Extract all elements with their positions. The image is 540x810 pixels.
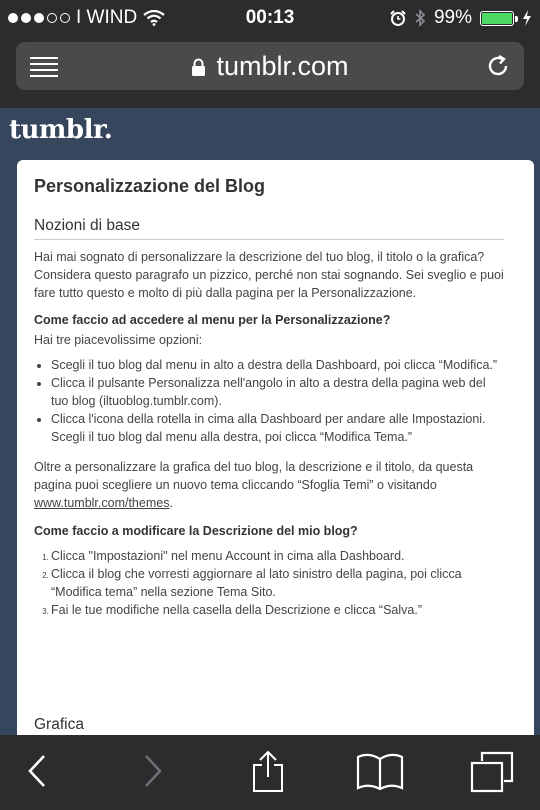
page-title: Personalizzazione del Blog [34, 176, 266, 196]
themes-paragraph: Oltre a personalizzare la grafica del tuo blog, la descrizione e il titolo, da questa pagina puoi scegliere un nuovo tema cliccando “Sfoglia Temi” o visitando www.tumblr.com/themes. [34, 460, 474, 510]
battery-fill [482, 13, 512, 24]
steps-list [34, 547, 504, 619]
url-display[interactable] [16, 51, 524, 82]
status-right [390, 7, 532, 29]
list-item: • Clicca l'icona della rotella in cima alla Dashboard per andare alle Impostazioni. Scegli il tuo blog dal menu alla destra, poi clicca “Modifica Tema.” [51, 410, 504, 446]
options-lead: Hai tre piacevolissime opzioni: [34, 333, 203, 347]
share-icon[interactable] [250, 751, 286, 793]
clock: 00:13 [245, 7, 295, 28]
intro-paragraph: Hai mai sognato di personalizzare la descrizione del tuo blog, il titolo o la grafica? Considera questo paragrafo un pizzico, perché non stai sognando. Sei sveglio e puoi fare tutto questo e molto di più dalla pagina per la Personalizzazione. [34, 250, 504, 300]
list-item: 3. Fai le tue modifiche nella casella della Descrizione e clicca “Salva.” [51, 601, 504, 619]
section-heading-graphics: Grafica [34, 716, 84, 733]
section-heading-basics: Nozioni di base [34, 217, 504, 240]
battery-icon [480, 11, 514, 26]
question-access-menu: Come faccio ad accedere al menu per la Personalizzazione? [34, 313, 391, 327]
carrier-label: I WIND [76, 7, 138, 28]
question-edit-description: Come faccio a modificare la Descrizione del mio blog? [34, 524, 358, 538]
url-text: tumblr.com [216, 51, 349, 81]
battery-percent: 99% [433, 7, 472, 28]
bluetooth-icon [414, 9, 426, 27]
article [34, 176, 504, 619]
list-item: 1. Clicca "Impostazioni" nel menu Account in cima alla Dashboard. [51, 547, 504, 565]
reload-icon[interactable] [486, 54, 510, 78]
browser-navbar [0, 36, 540, 108]
tumblr-logo[interactable]: tumblr. [9, 115, 113, 145]
tabs-icon[interactable] [470, 751, 514, 793]
themes-link[interactable]: www.tumblr.com/themes [34, 496, 170, 510]
charging-bolt-icon [522, 10, 532, 26]
alarm-icon [390, 10, 406, 26]
forward-icon[interactable] [142, 753, 164, 789]
status-bar [0, 0, 540, 36]
list-item: • Scegli il tuo blog dal menu in alto a destra della Dashboard, poi clicca “Modifica.” [51, 356, 504, 374]
list-item: 2. Clicca il blog che vorresti aggiornare al lato sinistro della pagina, poi clicca “Modifica tema” nella sezione Tema Sito. [51, 565, 504, 601]
content-card [17, 160, 534, 760]
browser-toolbar [0, 735, 540, 810]
lock-icon [191, 58, 206, 77]
address-bar[interactable] [16, 42, 524, 90]
back-icon[interactable] [26, 753, 48, 789]
bookmarks-icon[interactable] [356, 753, 404, 791]
options-list [34, 356, 504, 446]
list-item: • Clicca il pulsante Personalizza nell'angolo in alto a destra della pagina web del tuo blog (iltuoblog.tumblr.com). [51, 374, 504, 410]
